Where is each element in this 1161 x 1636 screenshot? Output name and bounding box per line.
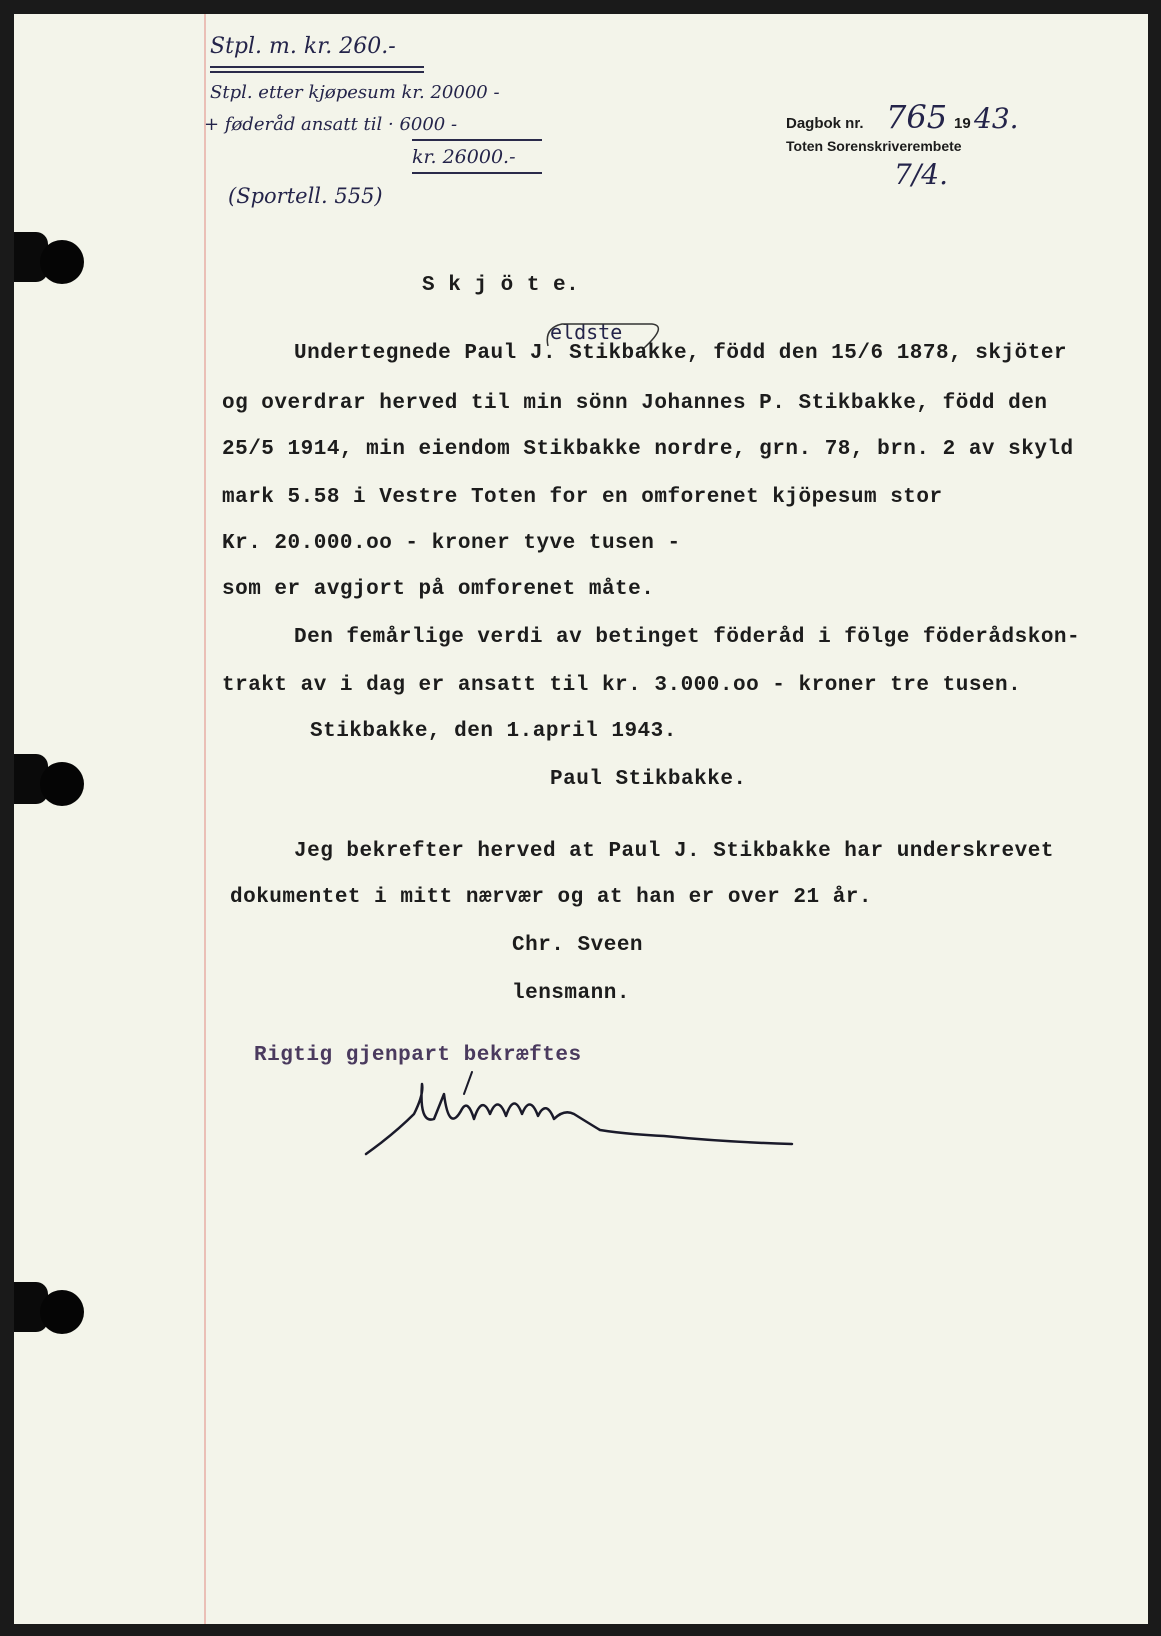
margin-note-line4: kr. 26000.-: [412, 146, 516, 168]
document-page: [14, 14, 1148, 1624]
text-line-2: og overdrar herved til min sönn Johannes P. Stikbakke, född den: [222, 392, 1048, 415]
signature: [364, 1064, 804, 1164]
text-line-12: dokumentet i mitt nærvær og at han er over 21 år.: [230, 886, 873, 909]
text-line-8: trakt av i dag er ansatt til kr. 3.000.oo - kroner tre tusen.: [222, 674, 1022, 697]
insert-word: eldste: [550, 320, 623, 344]
margin-note-line5: (Sportell. 555): [228, 184, 383, 208]
text-line-1: Undertegnede Paul J. Stikbakke, född den 15/6 1878, skjöter: [294, 342, 1068, 365]
text-line-9: Stikbakke, den 1.april 1943.: [310, 720, 677, 743]
text-line-11: Jeg bekrefter herved at Paul J. Stikbakke har underskrevet: [294, 840, 1054, 863]
text-line-13: Chr. Sveen: [512, 934, 644, 957]
punch-hole-middle: [40, 762, 84, 806]
document-title: S k j ö t e.: [422, 274, 580, 297]
text-line-6: som er avgjort på omforenet måte.: [222, 578, 655, 601]
punch-hole-top: [40, 240, 84, 284]
text-line-10: Paul Stikbakke.: [550, 768, 747, 791]
margin-line: [204, 14, 206, 1624]
margin-note-line1: Stpl. m. kr. 260.-: [210, 34, 396, 59]
text-line-4: mark 5.58 i Vestre Toten for en omforenet kjöpesum stor: [222, 486, 943, 509]
dagbok-year-suffix: 43.: [974, 102, 1019, 135]
dagbok-date: 7/4.: [894, 158, 948, 191]
margin-note-line2: Stpl. etter kjøpesum kr. 20000 -: [210, 82, 500, 103]
text-line-3: 25/5 1914, min eiendom Stikbakke nordre, grn. 78, brn. 2 av skyld: [222, 438, 1074, 461]
office-stamp: Toten Sorenskriverembete: [786, 138, 962, 154]
margin-note-sum-underline: [412, 139, 542, 141]
margin-note-underline2: [210, 71, 424, 73]
text-line-5: Kr. 20.000.oo - kroner tyve tusen -: [222, 532, 681, 555]
margin-note-line3: + føderåd ansatt til · 6000 -: [204, 114, 458, 135]
punch-hole-bottom: [40, 1290, 84, 1334]
margin-note-underline1: [210, 66, 424, 68]
dagbok-year-prefix: 19: [954, 115, 971, 132]
certification-stamp: Rigtig gjenpart bekræftes: [254, 1044, 582, 1067]
text-line-7: Den femårlige verdi av betinget föderåd i fölge föderådskon-: [294, 626, 1081, 649]
text-line-14: lensmann.: [512, 982, 630, 1005]
dagbok-label: Dagbok nr.: [786, 115, 864, 132]
margin-note-total-underline: [412, 172, 542, 174]
dagbok-number: 765: [886, 98, 948, 136]
